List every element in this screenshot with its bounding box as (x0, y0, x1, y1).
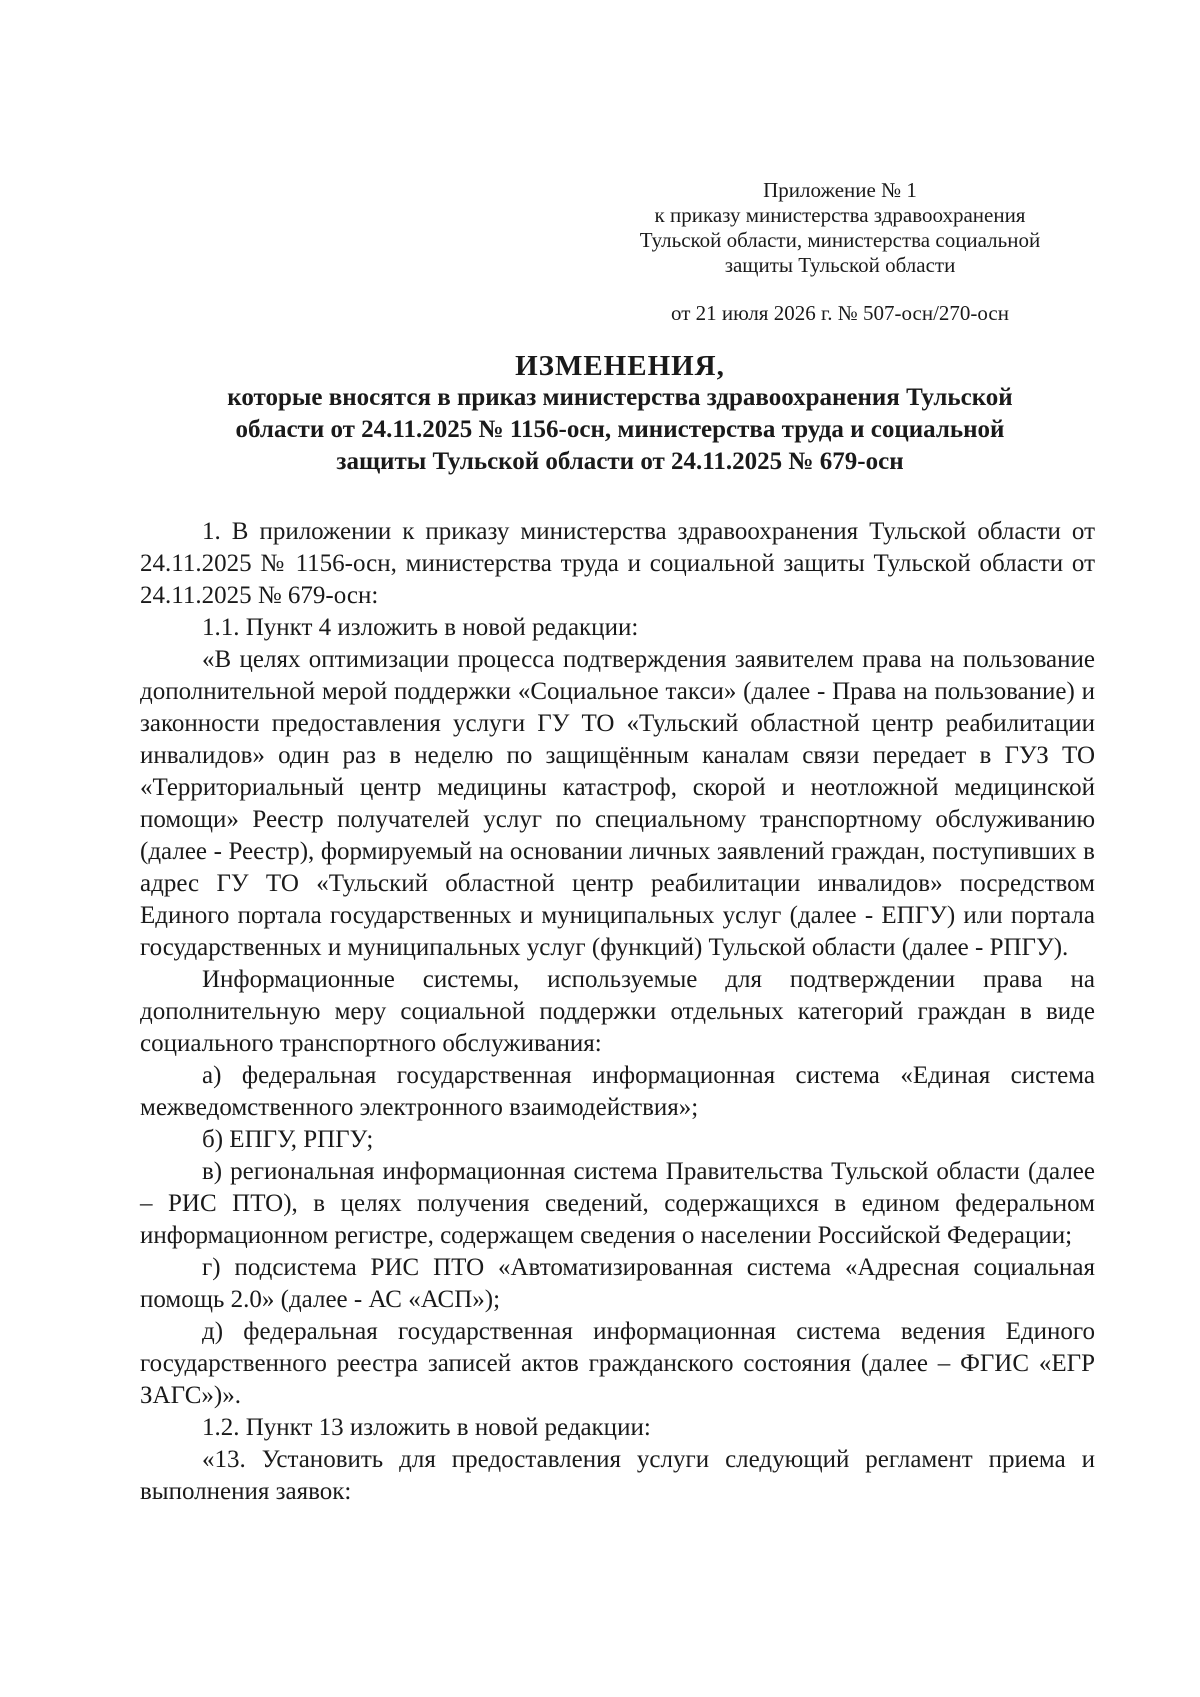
annex-order-reference: от 21 июля 2026 г. № 507-осн/270-осн (671, 301, 1009, 325)
annex-header (600, 178, 1080, 326)
list-item-b: б) ЕПГУ, РПГУ; (202, 1126, 374, 1153)
title-line: защиты Тульской области от 24.11.2025 № 679-осн (336, 448, 904, 475)
list-item-g: г) подсистема РИС ПТО «Автоматизированная система «Адресная социальная помощь 2.0» (далее - АС «АСП»); (140, 1254, 1095, 1313)
title-line: которые вносятся в приказ министерства здравоохранения Тульской (227, 384, 1013, 411)
paragraph-item-1-2: 1.2. Пункт 13 изложить в новой редакции: (202, 1414, 651, 1441)
paragraph-item-1-1: 1.1. Пункт 4 изложить в новой редакции: (202, 614, 639, 641)
list-item-v: в) региональная информационная система Правительства Тульской области (далее – РИС ПТО), в целях получения сведений, содержащихся в едином федеральном информационном регистре, содержащем сведения о населении Российской Федерации; (140, 1158, 1095, 1249)
document-body (140, 516, 1095, 1508)
document-title (140, 350, 1100, 478)
paragraph-point-4-text: «В целях оптимизации процесса подтверждения заявителем права на пользование дополнительной мерой поддержки «Социальное такси» (далее - Права на пользование) и законности предоставления услуги ГУ ТО «Тульский областной центр реабилитации инвалидов» один раз в неделю по защищённым каналам связи передает в ГУЗ ТО «Территориальный центр медицины катастроф, скорой и неотложной медицинской помощи» Реестр получателей услуг по специальному транспортному обслуживанию (далее - Реестр), формируемый на основании личных заявлений граждан, поступивших в адрес ГУ ТО «Тульский областной центр реабилитации инвалидов» посредством Единого портала государственных и муниципальных услуг (далее - ЕПГУ) или портала государственных и муниципальных услуг (функций) Тульской области (далее - РПГУ). (140, 646, 1095, 961)
paragraph-information-systems: Информационные системы, используемые для подтверждении права на дополнительную меру социальной поддержки отдельных категорий граждан в виде социального транспортного обслуживания: (140, 966, 1095, 1057)
annex-order-line: к приказу министерства здравоохранения (654, 203, 1026, 227)
paragraph-point-13-text: «13. Установить для предоставления услуги следующий регламент приема и выполнения заявок: (140, 1446, 1095, 1505)
annex-order-line: защиты Тульской области (724, 253, 956, 277)
list-item-d: д) федеральная государственная информационная система ведения Единого государственного реестра записей актов гражданского состояния (далее – ФГИС «ЕГР ЗАГС»)». (140, 1318, 1095, 1409)
paragraph-item-1: 1. В приложении к приказу министерства здравоохранения Тульской области от 24.11.2025 № 1156-осн, министерства труда и социальной защиты Тульской области от 24.11.2025 № 679-осн: (140, 518, 1095, 609)
title-line: области от 24.11.2025 № 1156-осн, министерства труда и социальной (235, 416, 1005, 443)
title-heading: ИЗМЕНЕНИЯ, (515, 350, 725, 382)
annex-order-line: Тульской области, министерства социальной (639, 228, 1041, 252)
annex-number: Приложение № 1 (763, 178, 917, 202)
list-item-a: а) федеральная государственная информационная система «Единая система межведомственного электронного взаимодействия»; (140, 1062, 1095, 1121)
